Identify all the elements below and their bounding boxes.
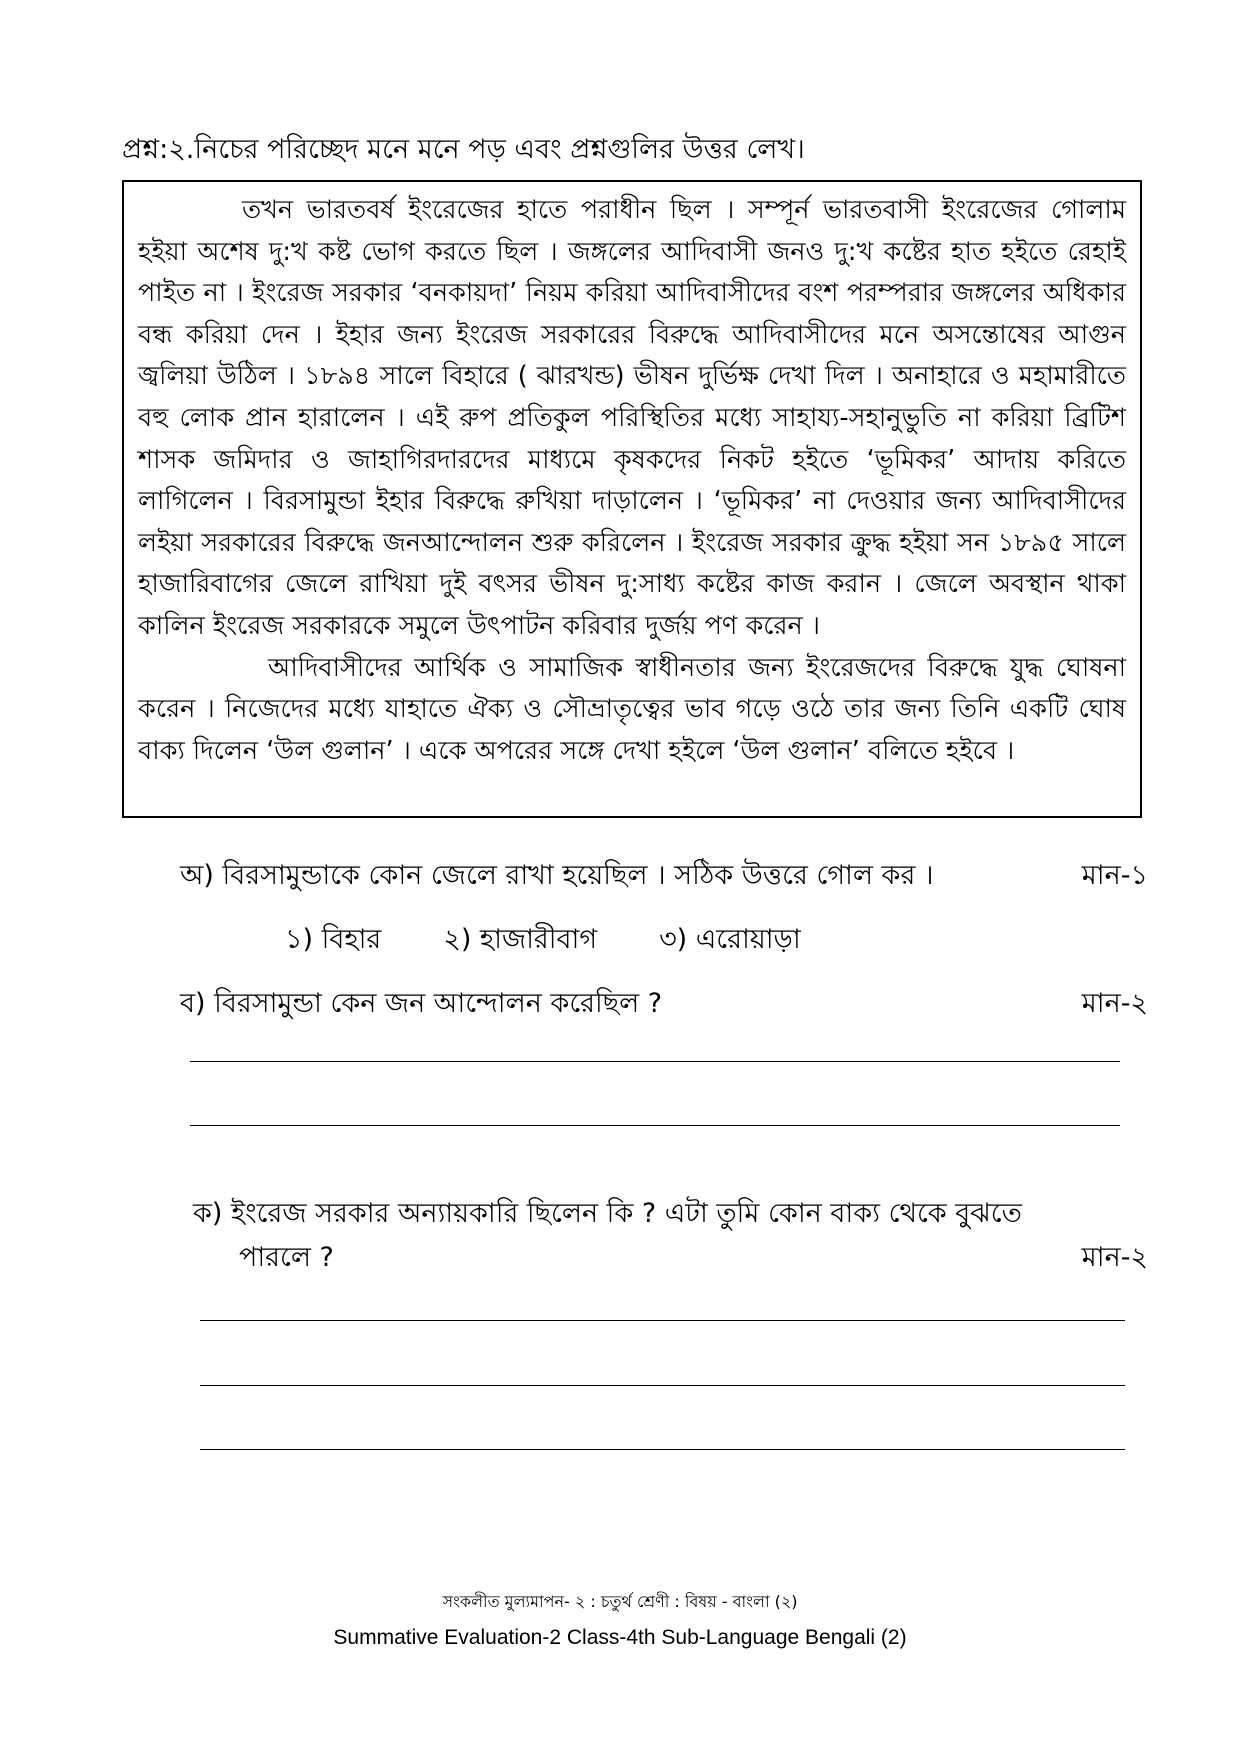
- question-a-options: [285, 922, 801, 958]
- answer-line-c-1[interactable]: [200, 1320, 1125, 1321]
- passage-paragraph-2: আদিবাসীদের আর্থিক ও সামাজিক স্বাধীনতার জন্য ইংরেজদের বিরুদ্ধে যুদ্ধ ঘোষনা করেন । নিজেদের মধ্যে যাহাতে ঐক্য ও সৌভ্রাতৃত্বের ভাব গড়ে ওঠে তার জন্য তিনি একটি ঘোষ বাক্য দিলেন ‘উল গুলান’ । একে অপরের সঙ্গে দেখা হইলে ‘উল গুলান’ বলিতে হইবে ।: [138, 652, 1126, 766]
- answer-line-c-2[interactable]: [200, 1385, 1125, 1386]
- question-a: [180, 858, 1148, 894]
- option-1[interactable]: ১) বিহার: [285, 924, 382, 955]
- answer-line-b-2[interactable]: [190, 1125, 1120, 1126]
- passage-box: [122, 180, 1142, 818]
- question-a-marks: মান-১: [1081, 860, 1148, 891]
- question-c-marks: মান-২: [1081, 1242, 1148, 1273]
- question-b-text: ব) বিরসামুন্ডা কেন জন আন্দোলন করেছিল ?: [180, 988, 663, 1019]
- footer-bengali: সংকলীত মুল্যমাপন- ২ : চতুর্থ শ্রেণী : বিষয় - বাংলা (২): [442, 1592, 798, 1611]
- passage-paragraph-1: তখন ভারতবর্ষ ইংরেজের হাতে পরাধীন ছিল । সম্পূর্ন ভারতবাসী ইংরেজের গোলাম হইয়া অশেষ দু:খ কষ্ট ভোগ করতে ছিল । জঙ্গলের আদিবাসী জনও দু:খ কষ্টের হাত হইতে রেহাই পাইত না । ইংরেজ সরকার ‘বনকায়দা’ নিয়ম করিয়া আদিবাসীদের বংশ পরম্পরার জঙ্গলের অধিকার বন্ধ করিয়া দেন । ইহার জন্য ইংরেজ সরকারের বিরুদ্ধে আদিবাসীদের মনে অসন্তোষের আগুন জ্বলিয়া উঠিল । ১৮৯৪ সালে বিহারে ( ঝারখন্ড) ভীষন দুর্ভিক্ষ দেখা দিল । অনাহারে ও মহামারীতে বহু লোক প্রান হারালেন । এই রুপ প্রতিকুল পরিস্থিতির মধ্যে সাহায্য-সহানুভুতি না করিয়া ব্রিটিশ শাসক জমিদার ও জাহাগিরদারদের মাধ্যমে কৃষকদের নিকট হইতে ‘ভূমিকর’ আদায় করিতে লাগিলেন । বিরসামুন্ডা ইহার বিরুদ্ধে রুখিয়া দাড়ালেন । ‘ভূমিকর’ না দেওয়ার জন্য আদিবাসীদের লইয়া সরকারের বিরুদ্ধে জনআন্দোলন শুরু করিলেন । ইংরেজ সরকার ক্রুদ্ধ হইয়া সন ১৮৯৫ সালে হাজারিবাগের জেলে রাখিয়া দুই বৎসর ভীষন দু:সাধ্য কষ্টের কাজ করান । জেলে অবস্থান থাকা কালিন ইংরেজ সরকারকে সমুলে উৎপাটন করিবার দুর্জয় পণ করেন ।: [138, 195, 1126, 641]
- option-3[interactable]: ৩) এরোয়াড়া: [659, 924, 801, 955]
- question-heading: প্রশ্ন:২.নিচের পরিচ্ছেদ মনে মনে পড় এবং প্রশ্নগুলির উত্তর লেখ।: [122, 134, 805, 165]
- question-b-marks: মান-২: [1081, 988, 1148, 1019]
- answer-line-b-1[interactable]: [190, 1061, 1120, 1062]
- question-c-text-line2: পারলে ?: [239, 1242, 334, 1273]
- option-2[interactable]: ২) হাজারীবাগ: [443, 924, 598, 955]
- question-a-text: অ) বিরসামুন্ডাকে কোন জেলে রাখা হয়েছিল । সঠিক উত্তরে গোল কর ।: [180, 860, 934, 891]
- question-c: [193, 1192, 1148, 1280]
- question-c-text-line1: ক) ইংরেজ সরকার অন্যায়কারি ছিলেন কি ? এটা তুমি কোন বাক্য থেকে বুঝতে: [193, 1198, 1022, 1229]
- footer-english: Summative Evaluation-2 Class-4th Sub-Language Bengali (2): [333, 1626, 907, 1649]
- question-b: [180, 986, 1148, 1022]
- answer-line-c-3[interactable]: [200, 1449, 1125, 1450]
